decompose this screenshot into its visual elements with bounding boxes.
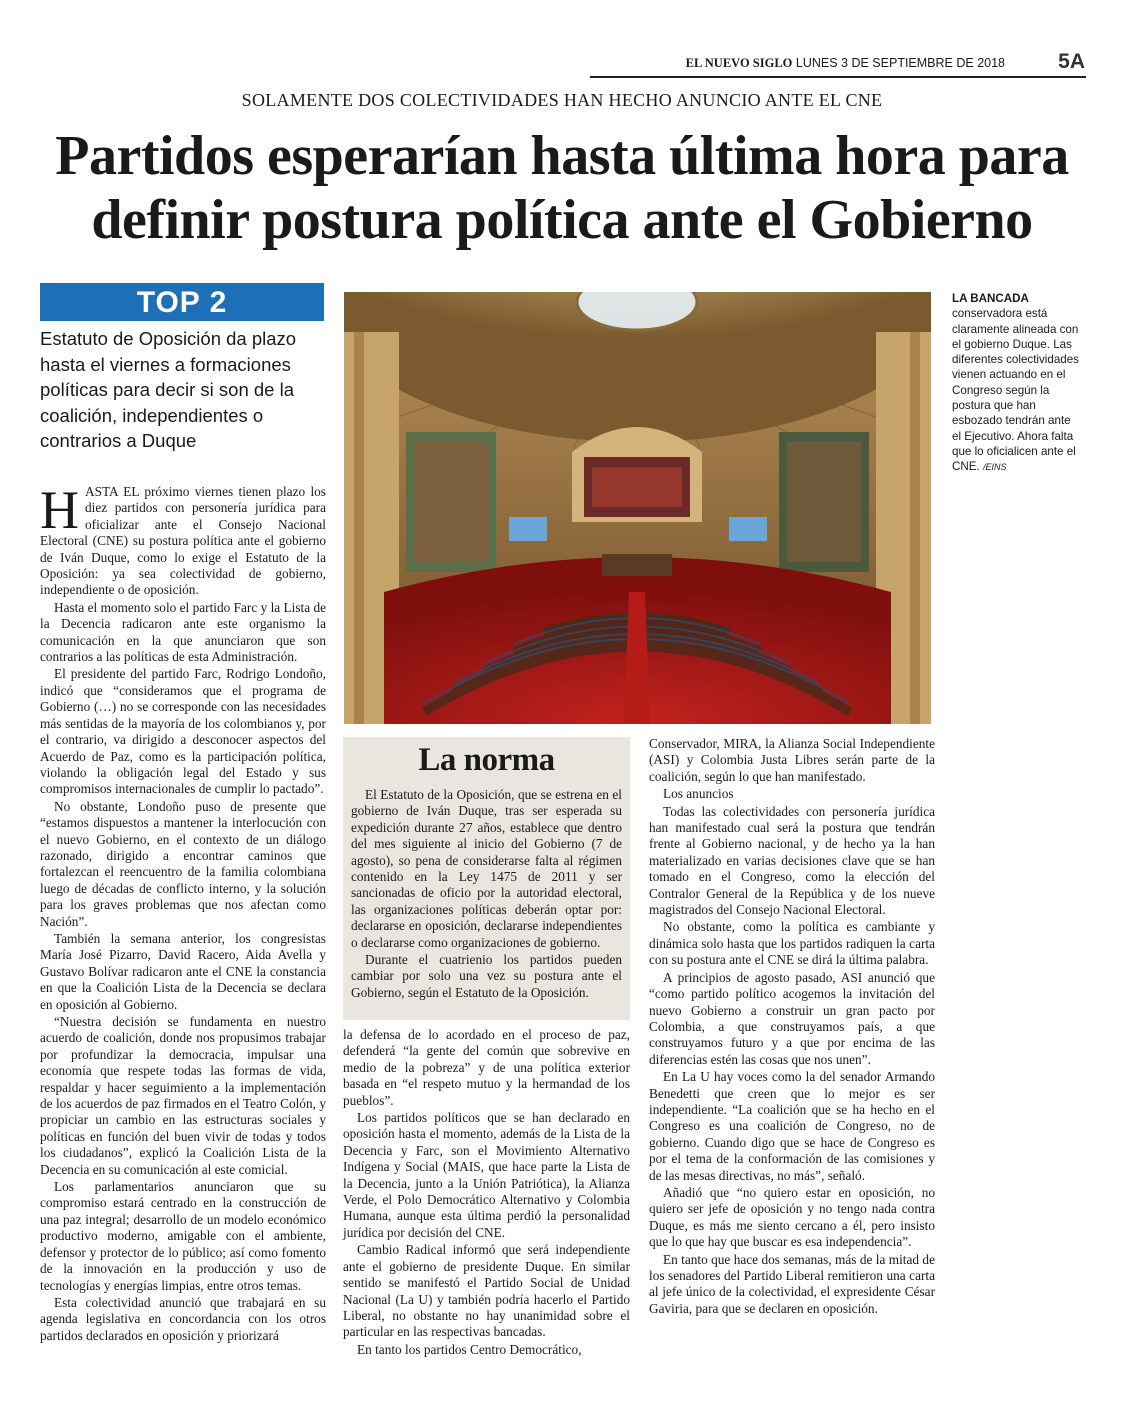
article-paragraph: la defensa de lo acordado en el proceso de paz, defenderá “la gente del común que sobrevive en medio de la pobreza” y de una política exterior basada en “el respeto mutuo y la hermandad de los pueblos”. [343,1027,630,1108]
article-paragraph: Cambio Radical informó que será independiente ante el gobierno de presidente Duque. En similar sentido se manifestó el Partido Social de Unidad Nacional (La U) y también podría hacerlo el Partido Liberal, no obstante no hay unanimidad sobre el particular en las respectivas bancadas. [343,1242,630,1340]
article-paragraph: Conservador, MIRA, la Alianza Social Independiente (ASI) y Colombia Justa Libres serán parte de la coalición, según lo que han manifestado. [649,736,935,784]
sidebar-body [351,787,622,1002]
masthead [640,50,1085,76]
article-column-3 [649,736,935,1318]
top-label: TOP 2 [40,283,324,321]
kicker: SOLAMENTE DOS COLECTIVIDADES HAN HECHO ANUNCIO ANTE EL CNE [241,90,883,110]
article-paragraph: A principios de agosto pasado, ASI anunció que “como partido político acogemos la invitación del nuevo Gobierno a construir un gran pacto por Colombia, a que construyamos país, a que construyamos futuro y a que por encima de las diferencias estén las cosas que nos unen”. [649,969,935,1067]
headline [20,124,1104,252]
headline-line-1: Partidos esperarían hasta última hora para [55,125,1069,187]
masthead-rule [590,76,1086,78]
article-paragraph: HASTA EL próximo viernes tienen plazo los diez partidos con personería jurídica para oficializar ante el Consejo Nacional Electoral (CNE) su postura política ante el gobierno de Iván Duque, como lo exige el Estatuto de la Oposición: ya sea colectividad de gobierno, independiente o de oposición. [40,480,326,598]
article-column-1 [40,480,326,1345]
article-paragraph: No obstante, Londoño puso de presente que “estamos dispuestos a mantener la interlocución con el nuevo Gobierno, en el contexto de un diálogo razonado, dirigido a encontrar caminos que fortalezcan el reencuentro de la familia colombiana luego de décadas de conflicto interno, y la solución para los graves problemas que nos afectan como Nación”. [40,798,326,929]
article-paragraph: En La U hay voces como la del senador Armando Benedetti que creen que lo mejor es ser independiente. “La coalición que se ha hecho en el Congreso es una coalición de Congreso, no de gobierno. Cuando digo que se hace de Congreso es por el tema de la conformación de las comisiones y de las mesas directivas, no más”, señaló. [649,1069,935,1183]
photo-caption [952,291,1082,476]
sidebar-paragraph: El Estatuto de la Oposición, que se estrena en el gobierno de Iván Duque, tras ser esperada su expedición durante 27 años, establece que dentro del mes siguiente al inicio del Gobierno (7 de agosto), so pena de considerarse falta al régimen contenido en la Ley 1475 de 2011 y ser sancionadas de oficio por la autoridad electoral, las organizaciones políticas deberán optar por: declararse en oposición, declararse independientes o declararse como organizaciones de gobierno. [351,787,622,950]
caption-text: conservadora está claramente alineada con el gobierno Duque. Las diferentes colectividades vienen actuando en el Congreso según la postura que han esbozado tendrán ante el Ejecutivo. Ahora falta que lo oficialicen ante el CNE. [952,307,1079,474]
article-paragraph: Hasta el momento solo el partido Farc y la Lista de la Decencia radicaron ante este organismo la comunicación en la que anunciaron que son contrarios a las políticas de esta Administración. [40,599,326,665]
article-paragraph: Añadió que “no quiero estar en oposición, no quiero ser jefe de oposición y no tengo nada contra Duque, es más me siento cercano a él, pero insisto que lo que hay que buscar es esa independencia”. [649,1184,935,1250]
publication-name: EL NUEVO SIGLO [685,56,793,70]
article-subhead: Los anuncios [663,786,734,802]
issue-date: LUNES 3 DE SEPTIEMBRE DE 2018 [795,56,1005,70]
article-paragraph: En tanto que hace dos semanas, más de la mitad de los senadores del Partido Liberal remitieron una carta al jefe único de la colectividad, el expresidente César Gaviria, para que se declaren en oposición. [649,1251,935,1316]
article-column-2 [343,1027,630,1359]
sidebar-paragraph: Durante el cuatrienio los partidos pueden cambiar por solo una vez su postura ante el Gobierno, según el Estatuto de la Oposición. [351,952,622,1000]
article-paragraph: Esta colectividad anunció que trabajará en su agenda legislativa en concordancia con los otros partidos declarados en oposición y priorizará [40,1294,326,1343]
caption-lead: LA BANCADA [952,292,1029,305]
article-paragraph: Los parlamentarios anunciaron que su compromiso estará centrado en la construcción de una paz integral; desarrollo de un modelo económico productivo moderno, amigable con el ambiente, defensor y protector de lo público; así como fomento de la innovación en la producción y uso de tecnologías y energías limpias, entre otros temas. [40,1179,326,1293]
page-number: 5A [1058,50,1085,73]
article-paragraph: En tanto los partidos Centro Democrático, [357,1341,582,1357]
drop-cap: H [40,480,79,540]
article-paragraph: El presidente del partido Farc, Rodrigo Londoño, indicó que “consideramos que el programa de Gobierno (…) no se corresponde con las necesidades más sentidas de la mayoría de los colombianos y, por el contrario, va dirigido a desconocer aspectos del Acuerdo de Paz, como es la participación política, violando la obligación legal del Estado y sus compromisos internacionales de cumplir lo pactado”. [40,666,326,797]
top-summary: Estatuto de Oposición da plazo hasta el viernes a formaciones políticas para decir si son de la coalición, independientes o contrarios a Duque [40,328,297,451]
sidebar-title: La norma [418,742,555,778]
caption-credit: /EINS [982,462,1007,473]
headline-line-2: definir postura política ante el Gobierno [91,189,1033,251]
article-paragraph: No obstante, como la política es cambiante y dinámica solo hasta que los partidos radiquen la carta con su postura ante el CNE se dirá la última palabra. [649,919,935,968]
article-paragraph: Los partidos políticos que se han declarado en oposición hasta el momento, además de la Lista de la Decencia y Farc, son el Movimiento Alternativo Indígena y Social (MAIS, que hace parte la Lista de la Decencia, junto a la Unión Patriótica), la Alianza Verde, el Polo Democrático Alternativo y Colombia Humana, aunque esta última perdió la personalidad jurídica por decisión del CNE. [343,1110,630,1240]
congress-chamber-photo [344,292,931,724]
article-paragraph: “Nuestra decisión se fundamenta en nuestro acuerdo de coalición, donde nos propusimos trabajar por profundizar la democracia, impulsar una economía que respete todas las formas de vida, respaldar y hacer seguimiento a la implementación de los acuerdos de paz firmados en el Teatro Colón, y propiciar un cambio en las estructuras sociales y políticas en función del buen vivir de todas y todos los ciudadanos”, explicó la Coalición Lista de la Decencia en su comunicación al este comicial. [40,1014,326,1177]
article-paragraph: Todas las colectividades con personería jurídica han manifestado cual será la postura que tendrán frente al Gobierno nacional, y de hecho ya la han materializado en varias decisiones clave que se han tomado en el Congreso, como la elección del Contralor General de la República y de los nueve magistrados del Consejo Nacional Electoral. [649,803,935,918]
article-paragraph: También la semana anterior, los congresistas María José Pizarro, David Racero, Aida Avella y Gustavo Bolívar radicaron ante el CNE la constancia en que la Coalición Lista de la Decencia se declara en oposición al Gobierno. [40,930,326,1012]
